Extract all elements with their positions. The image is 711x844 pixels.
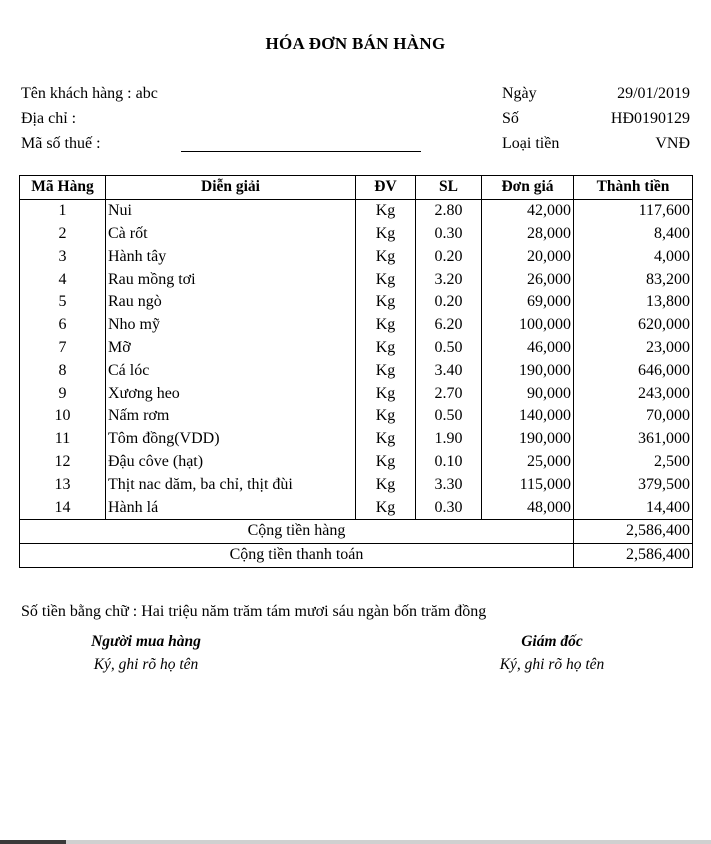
- director-signature-note: Ký, ghi rõ họ tên: [499, 656, 605, 673]
- cell-unit: Kg: [356, 428, 416, 451]
- cell-quantity: 3.40: [416, 359, 482, 382]
- table-row: [20, 451, 693, 474]
- buyer-signature-title: Người mua hàng: [91, 633, 201, 650]
- cell-quantity: 2.80: [416, 199, 482, 222]
- invoice-number-label: Số: [502, 110, 519, 127]
- cell-unit: Kg: [356, 291, 416, 314]
- table-row: [20, 314, 693, 337]
- total-label: Cộng tiền thanh toán: [20, 543, 574, 567]
- cell-quantity: 0.30: [416, 496, 482, 519]
- subtotal-label: Cộng tiền hàng: [20, 519, 574, 543]
- table-row: [20, 405, 693, 428]
- cell-description: Xương heo: [106, 382, 356, 405]
- invoice-title: HÓA ĐƠN BÁN HÀNG: [265, 34, 446, 53]
- cell-description: Rau ngò: [106, 291, 356, 314]
- cell-amount: 13,800: [574, 291, 693, 314]
- cell-description: Cá lóc: [106, 359, 356, 382]
- cell-description: Mỡ: [106, 337, 356, 360]
- cell-code: 6: [20, 314, 106, 337]
- buyer-signature-note: Ký, ghi rõ họ tên: [93, 656, 199, 673]
- cell-amount: 8,400: [574, 223, 693, 246]
- cell-unit-price: 28,000: [482, 223, 574, 246]
- header-code: Mã Hàng: [20, 176, 106, 200]
- cell-code: 12: [20, 451, 106, 474]
- cell-unit-price: 90,000: [482, 382, 574, 405]
- cell-quantity: 0.30: [416, 223, 482, 246]
- cell-amount: 83,200: [574, 268, 693, 291]
- date-value: 29/01/2019: [617, 85, 690, 102]
- table-row: [20, 496, 693, 519]
- currency-value: VNĐ: [655, 135, 690, 152]
- table-row: [20, 473, 693, 496]
- cell-code: 5: [20, 291, 106, 314]
- header-description: Diễn giải: [106, 176, 356, 200]
- cell-quantity: 3.20: [416, 268, 482, 291]
- table-row: [20, 199, 693, 222]
- invoice-number-value: HĐ0190129: [610, 110, 690, 127]
- cell-code: 2: [20, 223, 106, 246]
- cell-unit: Kg: [356, 382, 416, 405]
- cell-unit-price: 42,000: [482, 199, 574, 222]
- tax-code-label: Mã số thuế :: [21, 135, 101, 152]
- table-row: [20, 291, 693, 314]
- cell-unit-price: 140,000: [482, 405, 574, 428]
- cell-unit-price: 46,000: [482, 337, 574, 360]
- subtotal-row: [20, 519, 693, 543]
- bottom-strip-thumb: [0, 840, 66, 844]
- header-quantity: SL: [416, 176, 482, 200]
- cell-unit-price: 190,000: [482, 359, 574, 382]
- cell-code: 11: [20, 428, 106, 451]
- cell-code: 9: [20, 382, 106, 405]
- cell-code: 8: [20, 359, 106, 382]
- cell-unit-price: 20,000: [482, 245, 574, 268]
- table-row: [20, 359, 693, 382]
- cell-unit: Kg: [356, 359, 416, 382]
- total-value: 2,586,400: [574, 543, 693, 567]
- cell-unit: Kg: [356, 245, 416, 268]
- header-unit: ĐV: [356, 176, 416, 200]
- header-unit-price: Đơn giá: [482, 176, 574, 200]
- table-row: [20, 245, 693, 268]
- cell-unit: Kg: [356, 268, 416, 291]
- cell-code: 1: [20, 199, 106, 222]
- cell-code: 10: [20, 405, 106, 428]
- cell-amount: 243,000: [574, 382, 693, 405]
- cell-quantity: 0.10: [416, 451, 482, 474]
- cell-description: Rau mồng tơi: [106, 268, 356, 291]
- cell-unit: Kg: [356, 451, 416, 474]
- cell-description: Hành tây: [106, 245, 356, 268]
- cell-amount: 117,600: [574, 199, 693, 222]
- cell-unit: Kg: [356, 496, 416, 519]
- cell-unit: Kg: [356, 223, 416, 246]
- cell-quantity: 0.50: [416, 405, 482, 428]
- customer-name: Tên khách hàng : abc: [21, 85, 158, 102]
- bottom-scroll-strip: [0, 840, 711, 844]
- cell-quantity: 1.90: [416, 428, 482, 451]
- cell-code: 3: [20, 245, 106, 268]
- cell-unit: Kg: [356, 337, 416, 360]
- cell-description: Nấm rơm: [106, 405, 356, 428]
- cell-description: Nho mỹ: [106, 314, 356, 337]
- cell-quantity: 0.20: [416, 245, 482, 268]
- items-table: [19, 175, 693, 568]
- cell-unit-price: 69,000: [482, 291, 574, 314]
- table-row: [20, 268, 693, 291]
- cell-unit: Kg: [356, 473, 416, 496]
- cell-code: 13: [20, 473, 106, 496]
- cell-quantity: 2.70: [416, 382, 482, 405]
- table-header-row: [20, 176, 693, 200]
- table-row: [20, 337, 693, 360]
- cell-description: Hành lá: [106, 496, 356, 519]
- cell-quantity: 3.30: [416, 473, 482, 496]
- date-label: Ngày: [502, 85, 537, 102]
- cell-code: 4: [20, 268, 106, 291]
- cell-description: Nui: [106, 199, 356, 222]
- total-row: [20, 543, 693, 567]
- cell-unit-price: 100,000: [482, 314, 574, 337]
- cell-amount: 70,000: [574, 405, 693, 428]
- cell-unit-price: 48,000: [482, 496, 574, 519]
- cell-quantity: 6.20: [416, 314, 482, 337]
- cell-code: 14: [20, 496, 106, 519]
- table-row: [20, 223, 693, 246]
- cell-code: 7: [20, 337, 106, 360]
- cell-unit-price: 25,000: [482, 451, 574, 474]
- cell-unit-price: 115,000: [482, 473, 574, 496]
- cell-unit: Kg: [356, 199, 416, 222]
- cell-quantity: 0.20: [416, 291, 482, 314]
- cell-amount: 379,500: [574, 473, 693, 496]
- cell-description: Tôm đồng(VDD): [106, 428, 356, 451]
- cell-amount: 2,500: [574, 451, 693, 474]
- cell-unit-price: 26,000: [482, 268, 574, 291]
- tax-code-underline: [181, 151, 421, 152]
- amount-in-words: Số tiền bằng chữ : Hai triệu năm trăm tám mươi sáu ngàn bốn trăm đồng: [21, 603, 487, 620]
- cell-amount: 620,000: [574, 314, 693, 337]
- cell-unit: Kg: [356, 405, 416, 428]
- table-row: [20, 382, 693, 405]
- subtotal-value: 2,586,400: [574, 519, 693, 543]
- cell-amount: 23,000: [574, 337, 693, 360]
- cell-unit: Kg: [356, 314, 416, 337]
- cell-amount: 4,000: [574, 245, 693, 268]
- customer-address: Địa chỉ :: [21, 110, 77, 127]
- header-amount: Thành tiền: [574, 176, 693, 200]
- cell-description: Cà rốt: [106, 223, 356, 246]
- cell-description: Thịt nac dăm, ba chỉ, thịt đùi: [106, 473, 356, 496]
- cell-quantity: 0.50: [416, 337, 482, 360]
- table-row: [20, 428, 693, 451]
- currency-label: Loại tiền: [502, 135, 560, 152]
- cell-unit-price: 190,000: [482, 428, 574, 451]
- cell-amount: 14,400: [574, 496, 693, 519]
- cell-amount: 646,000: [574, 359, 693, 382]
- cell-amount: 361,000: [574, 428, 693, 451]
- director-signature-title: Giám đốc: [521, 633, 583, 650]
- cell-description: Đậu côve (hạt): [106, 451, 356, 474]
